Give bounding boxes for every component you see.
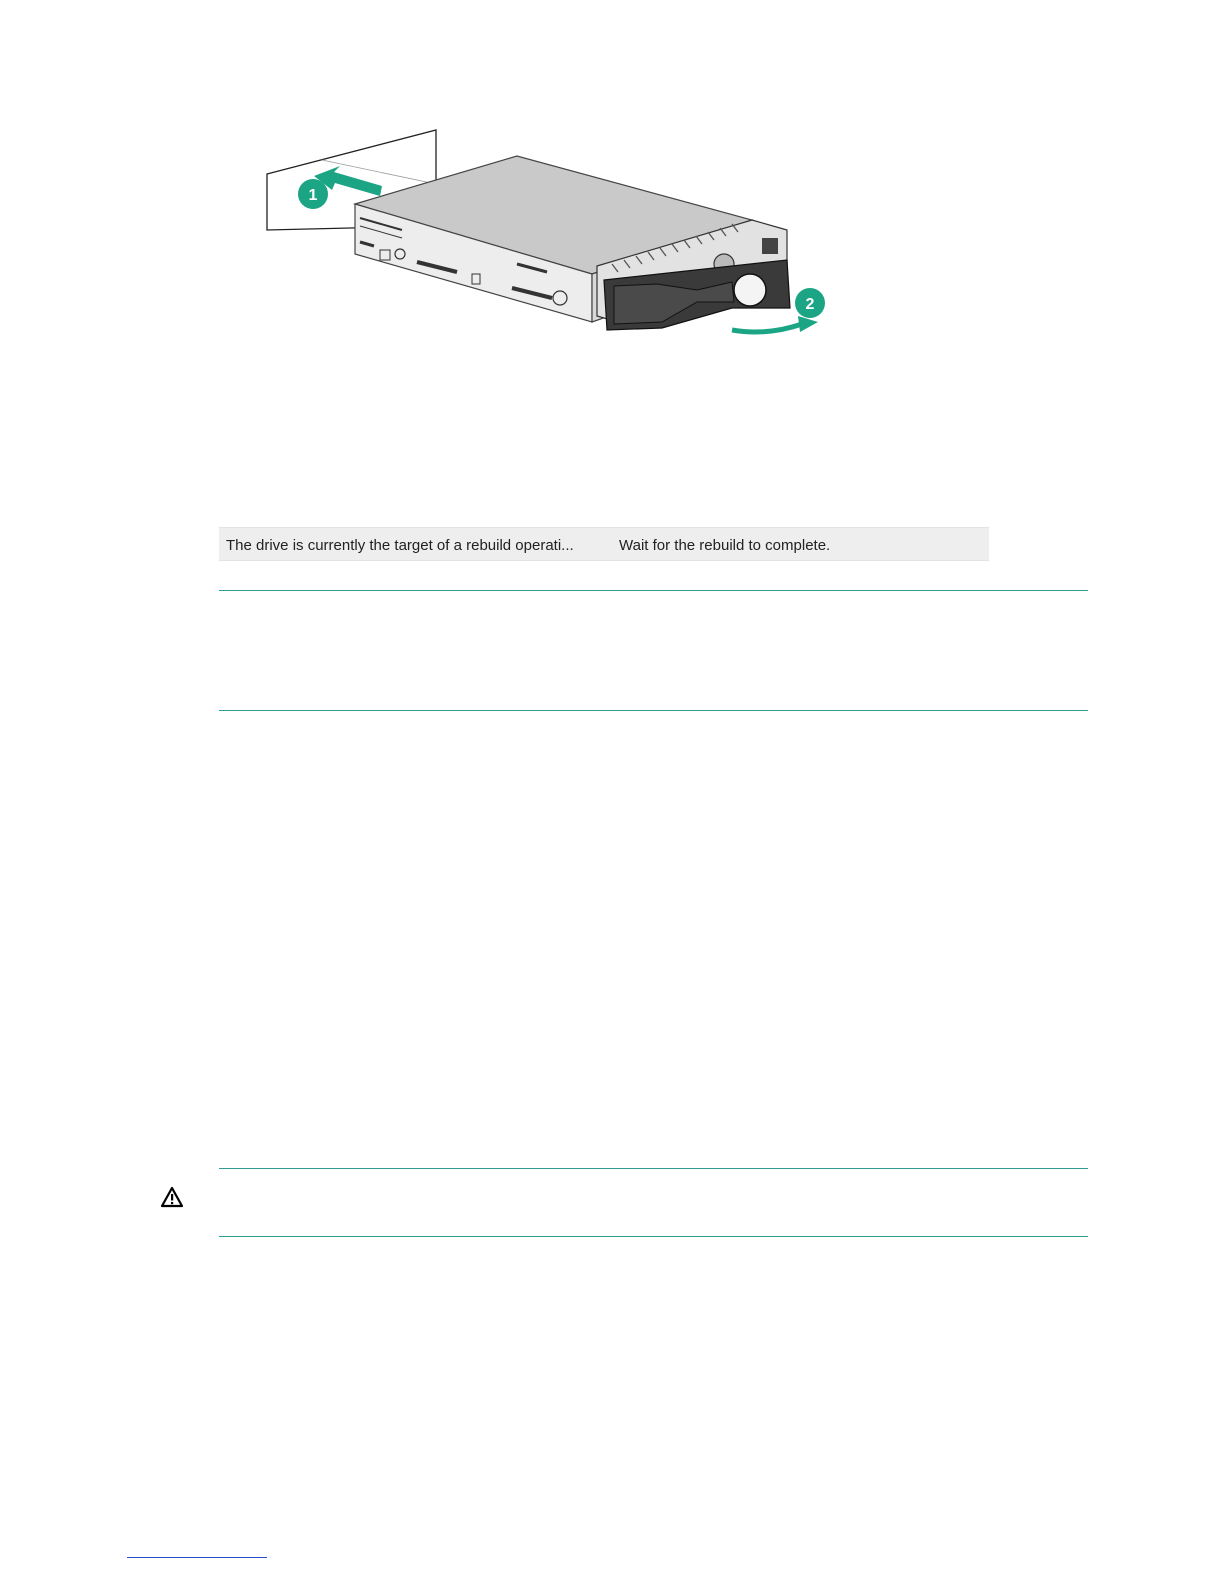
status-table-row [219,527,989,561]
table-cell-condition: The drive is currently the target of a rebuild operati... [226,537,574,554]
section-divider [219,1236,1088,1237]
callout-2: 2 [805,296,815,313]
drive-removal-illustration [262,126,832,338]
table-cell-action: Wait for the rebuild to complete. [619,537,831,554]
section-divider [219,710,1088,711]
footer-link-underline[interactable] [127,1557,267,1558]
warning-icon [160,1186,184,1208]
section-divider [219,1168,1088,1169]
callout-1: 1 [308,187,318,204]
section-divider [219,590,1088,591]
